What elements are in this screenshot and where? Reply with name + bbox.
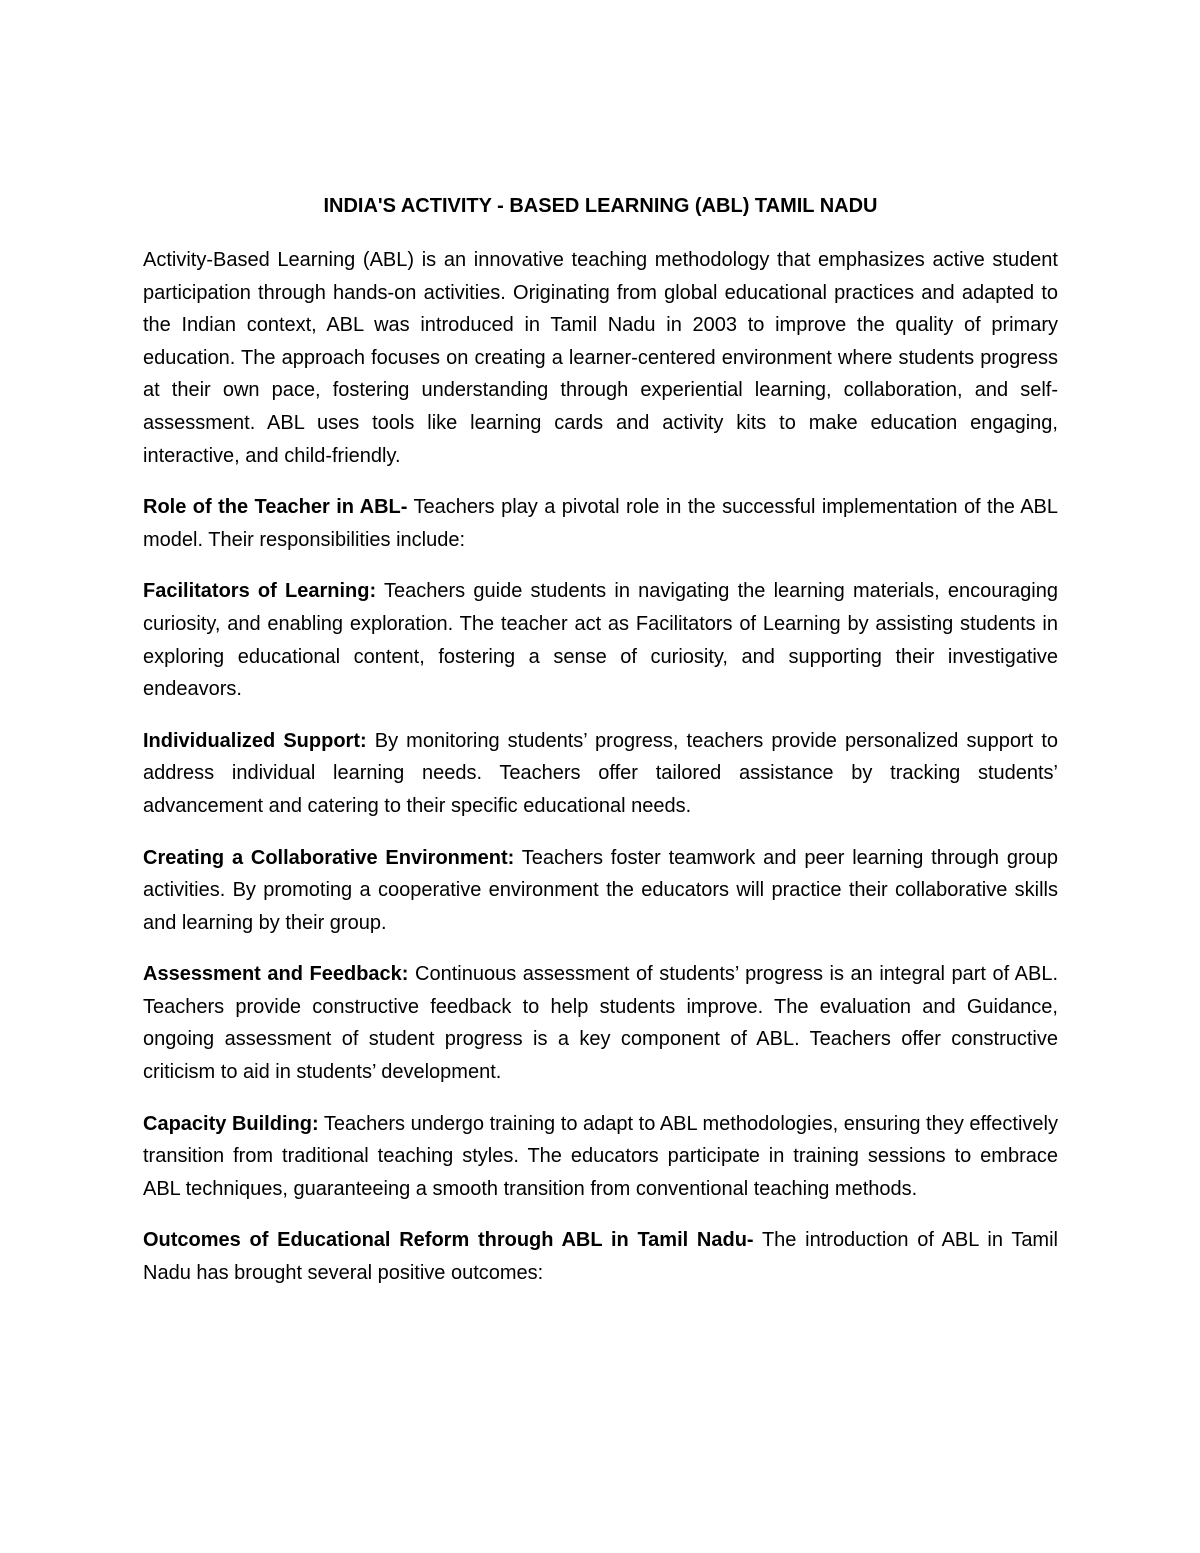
section-body: Continuous assessment of students’ progress is an integral part of ABL. Teachers provide constructive feedback to help students improve. The evaluation and Guidance, ongoing assessment of student progress is a key component of ABL. Teachers offer constructive criticism to aid in students’ development. xyxy=(143,963,1059,1084)
section-heading: Creating a Collaborative Environment: xyxy=(143,846,515,869)
section-body: Teachers play a pivotal role in the successful implementation of the ABL model. Their responsibilities include: xyxy=(143,496,1058,551)
section-heading: Individualized Support: xyxy=(143,729,367,752)
section-heading: Outcomes of Educational Reform through ABL in Tamil Nadu- xyxy=(143,1229,754,1252)
section-heading: Assessment and Feedback: xyxy=(143,963,409,986)
section-body: Teachers foster teamwork and peer learning through group activities. By promoting a cooperative environment the educators will practice their collaborative skills and learning by their group. xyxy=(143,846,1058,934)
section-heading: Capacity Building: xyxy=(143,1112,319,1135)
document-title: INDIA'S ACTIVITY - BASED LEARNING (ABL) TAMIL NADU xyxy=(323,195,878,217)
section-body: Teachers guide students in navigating the learning materials, encouraging curiosity, and enabling exploration. The teacher act as Facilitators of Learning by assisting students in exploring educational content, fostering a sense of curiosity, and supporting their investigative endeavors. xyxy=(143,580,1058,701)
section-outcomes xyxy=(143,1224,1058,1289)
intro-paragraph: Activity-Based Learning (ABL) is an innovative teaching methodology that emphasizes active student participation through hands-on activities. Originating from global educational practices and adapted to the Indian context, ABL was introduced in Tamil Nadu in 2003 to improve the quality of primary education. The approach focuses on creating a learner-centered environment where students progress at their own pace, fostering understanding through experiential learning, collaboration, and self-assessment. ABL uses tools like learning cards and activity kits to make education engaging, interactive, and child-friendly. xyxy=(143,249,1058,467)
section-capacity-building xyxy=(143,1108,1058,1206)
document-page xyxy=(143,190,1058,1309)
section-body: The introduction of ABL in Tamil Nadu has brought several positive outcomes: xyxy=(143,1229,1058,1285)
section-body: Teachers undergo training to adapt to ABL methodologies, ensuring they effectively transition from traditional teaching styles. The educators participate in training sessions to embrace ABL techniques, guaranteeing a smooth transition from conventional teaching methods. xyxy=(143,1112,1058,1200)
section-individualized-support xyxy=(143,725,1058,823)
section-role-of-teacher xyxy=(143,491,1058,556)
section-body: By monitoring students’ progress, teachers provide personalized support to address individual learning needs. Teachers offer tailored assistance by tracking students’ advancement and catering to their specific educational needs. xyxy=(143,729,1058,817)
section-facilitators-of-learning xyxy=(143,575,1058,705)
section-heading: Facilitators of Learning: xyxy=(143,580,377,603)
section-heading: Role of the Teacher in ABL- xyxy=(143,496,408,519)
section-collaborative-environment xyxy=(143,842,1058,940)
section-assessment-feedback xyxy=(143,958,1058,1088)
